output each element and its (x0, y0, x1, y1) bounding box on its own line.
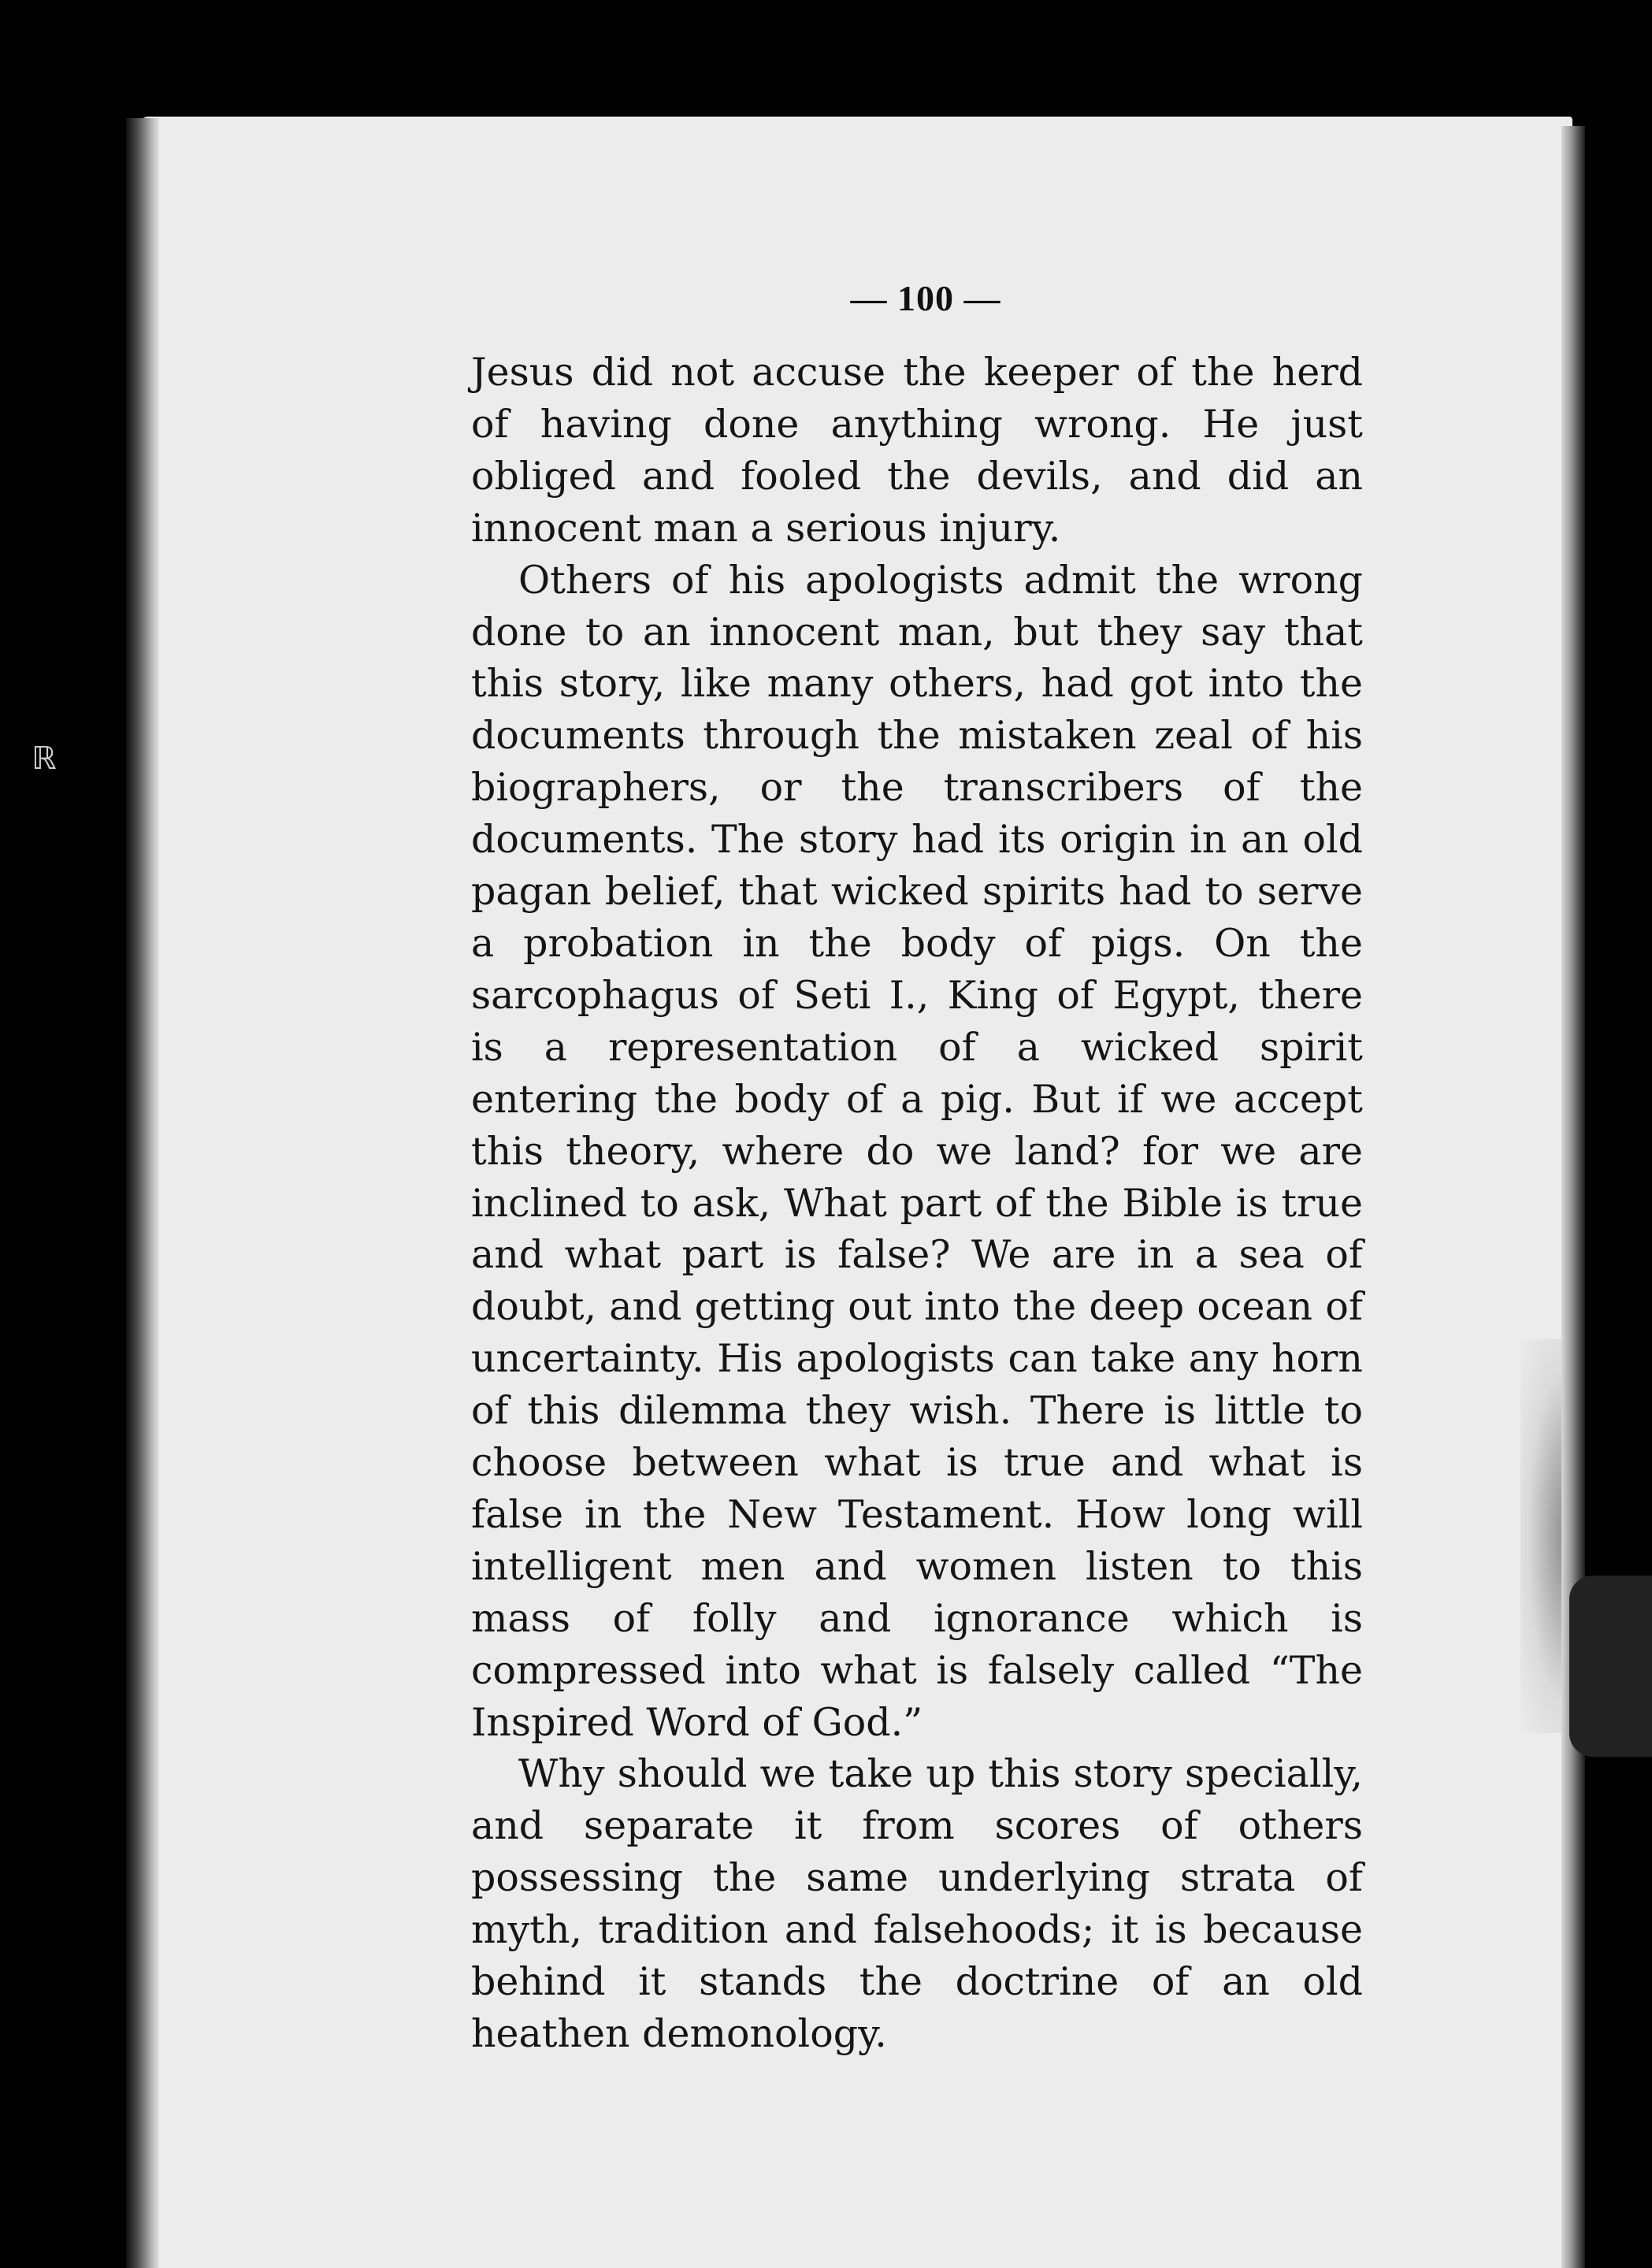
book-spine-edge (126, 118, 159, 2268)
paragraph-2: Others of his apologists admit the wrong done to an innocent man, but they say that this story, like many others, had got into the documents through the mistaken zeal of his biographers, or the transcribers of the documents. The story had its origin in an old pagan belief, that wicked spirits had to serve a probation in the body of pigs. On the sarcophagus of Seti I., King of Egypt, there is a representation of a wicked spirit entering the body of a pig. But if we accept this theory, where do we land? for we are inclined to ask, What part of the Bible is true and what part is false? We are in a sea of doubt, and getting out into the deep ocean of uncertainty. His apologists can take any horn of this dilemma they wish. There is little to choose between what is true and what is false in the New Testament. How long will intelligent men and women listen to this mass of folly and ignorance which is compressed into what is falsely called “The Inspired Word of God.” (471, 557, 1363, 1745)
page-stain (1520, 1339, 1568, 1733)
binding-clip (1569, 1576, 1652, 1757)
paragraph-3: Why should we take up this story specially, and separate it from scores of others possessing the same underlying strata of myth, tradition and falsehoods; it is because behind it stands the doctrine of an old heathen demonology. (471, 1751, 1363, 2056)
paragraph-1: Jesus did not accuse the keeper of the herd of having done anything wrong. He just obliged and fooled the devils, and did an innocent man a serious injury. (471, 350, 1363, 551)
margin-glyph: ℝ (32, 741, 57, 777)
right-page-edge (1561, 126, 1585, 2268)
body-text (471, 347, 1363, 2060)
page-number: — 100 — (850, 278, 1001, 318)
